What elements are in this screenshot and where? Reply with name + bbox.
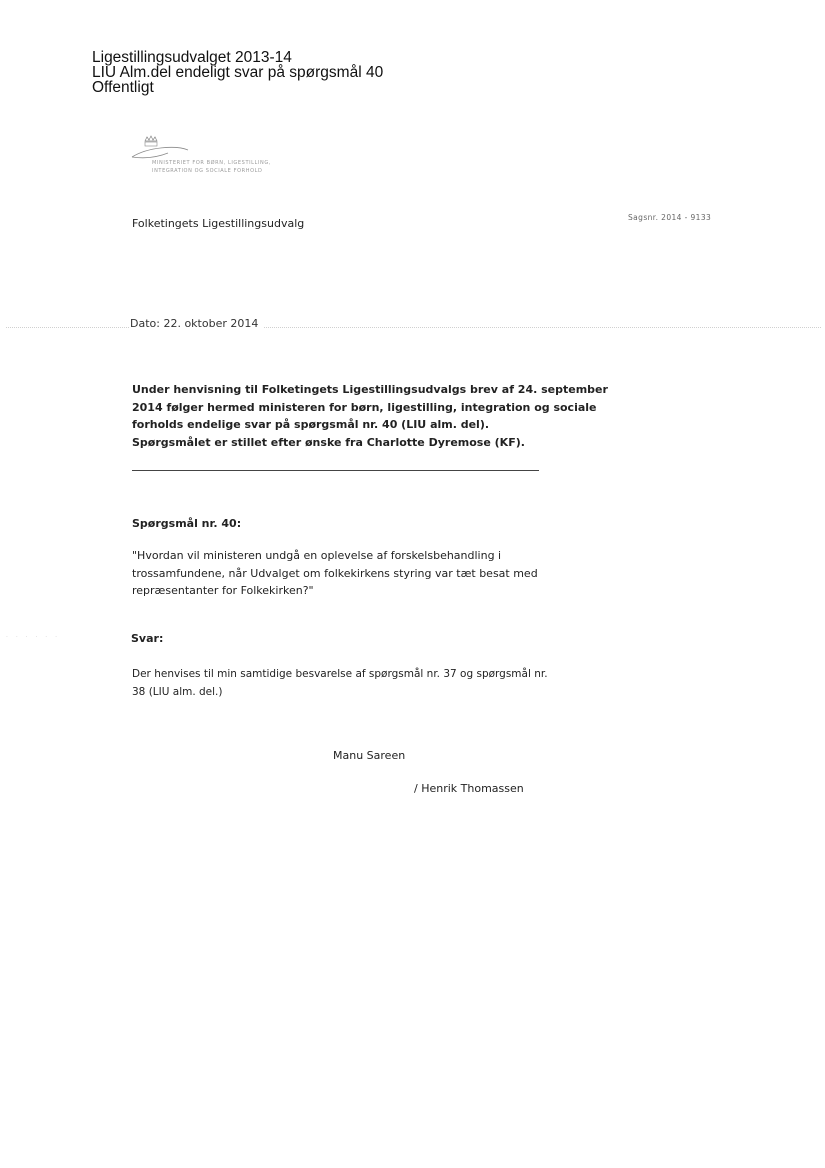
recipient: Folketingets Ligestillingsudvalg <box>132 217 305 230</box>
answer-heading: Svar: <box>131 632 164 645</box>
question-line: repræsentanter for Folkekirken?" <box>132 584 314 597</box>
scan-specks: · · · · · · <box>6 634 60 641</box>
letter-date: Dato: 22. oktober 2014 <box>130 317 264 330</box>
ministry-logo-text: MINISTERIET FOR BØRN, LIGESTILLING, INTEGRATION OG SOCIALE FORHOLD <box>152 160 272 174</box>
signature-official: / Henrik Thomassen <box>414 782 524 795</box>
answer-text <box>132 666 548 701</box>
stamp-reference: LIU Alm.del endeligt svar på spørgsmål 40 <box>92 64 384 81</box>
question-text <box>132 547 538 600</box>
signature-minister: Manu Sareen <box>333 749 406 762</box>
stamp-status: Offentligt <box>92 79 154 96</box>
case-number: Sagsnr. 2014 - 9133 <box>628 213 712 222</box>
answer-line: 38 (LIU alm. del.) <box>132 685 223 698</box>
intro-line: 2014 følger hermed ministeren for børn, ligestilling, integration og sociale <box>132 400 597 414</box>
intro-paragraph <box>132 381 608 451</box>
question-heading: Spørgsmål nr. 40: <box>132 517 242 530</box>
intro-line: Spørgsmålet er stillet efter ønske fra Charlotte Dyremose (KF). <box>132 435 525 449</box>
intro-line: Under henvisning til Folketingets Ligestillingsudvalgs brev af 24. september <box>132 383 608 396</box>
separator-rule <box>132 470 539 471</box>
scan-dotted-line <box>6 327 821 329</box>
intro-line: forholds endelige svar på spørgsmål nr. 40 (LIU alm. del). <box>132 418 490 431</box>
stamp-committee: Ligestillingsudvalget 2013-14 <box>92 49 292 66</box>
answer-line: Der henvises til min samtidige besvarelse af spørgsmål nr. 37 og spørgsmål nr. <box>132 668 548 680</box>
document-stamp <box>92 50 383 95</box>
question-line: trossamfundene, når Udvalget om folkekirkens styring var tæt besat med <box>132 566 538 580</box>
question-line: "Hvordan vil ministeren undgå en oplevelse af forskelsbehandling i <box>132 549 502 562</box>
